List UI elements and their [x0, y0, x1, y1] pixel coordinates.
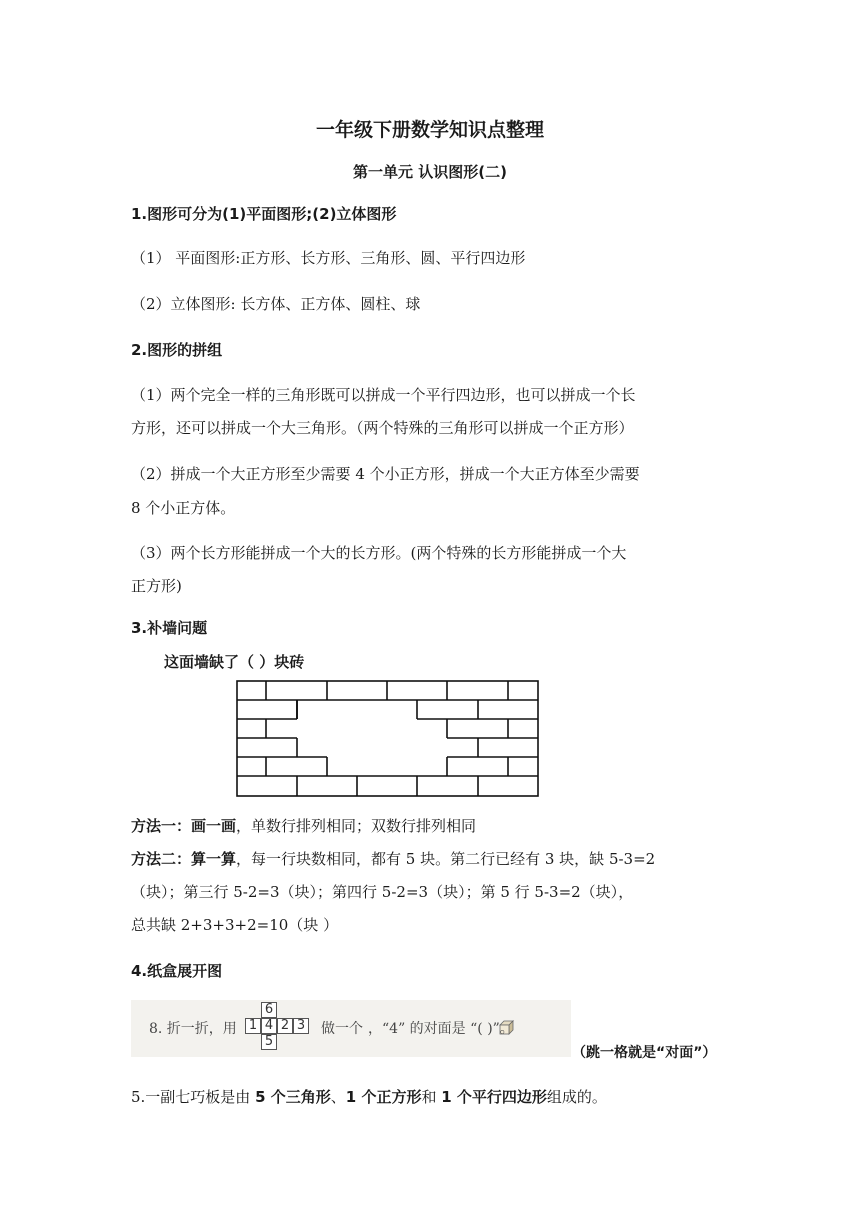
- method-2-line-3: 总共缺 2+3+3+2=10（块 ）: [131, 916, 339, 934]
- page-title: 一年级下册数学知识点整理: [315, 119, 544, 141]
- s5-triangles: 5 个三角形: [255, 1088, 331, 1106]
- s5-parallelogram: 1 个平行四边形: [441, 1088, 547, 1106]
- net-cell-4: 3: [293, 1018, 309, 1034]
- s5-text-b: 、: [330, 1088, 346, 1106]
- s5-text-d: 组成的。: [546, 1088, 607, 1106]
- net-cell-2: 4: [261, 1018, 277, 1034]
- section-2-heading: 2.图形的拼组: [131, 341, 223, 359]
- opposite-face-note: （跳一格就是“对面”）: [572, 1045, 717, 1061]
- method-1: [131, 815, 476, 836]
- method-2-text: ，每一行块数相同，都有 5 块。第二行已经有 3 块，缺 5-3=2: [236, 850, 656, 868]
- box-net-problem-image: [131, 1000, 571, 1057]
- method-1-text: ，单数行排列相同；双数行排列相同: [236, 817, 477, 835]
- brick-wall-diagram: [236, 680, 540, 798]
- section-1-heading: 1.图形可分为(1)平面图形;(2)立体图形: [131, 205, 397, 223]
- problem-prefix: 8. 折一折，用: [149, 1021, 237, 1037]
- section-4-heading: 4.纸盒展开图: [131, 962, 223, 980]
- section-2-p1-line-1: （1）两个完全一样的三角形既可以拼成一个平行四边形，也可以拼成一个长: [131, 386, 636, 404]
- section-3-heading: 3.补墙问题: [131, 619, 208, 637]
- problem-suffix: ，“4” 的对面是 “( )”。: [368, 1021, 514, 1037]
- section-2-p3-line-1: （3）两个长方形能拼成一个大的长方形。(两个特殊的长方形能拼成一个大: [131, 544, 627, 562]
- net-cell-top: 6: [261, 1002, 277, 1018]
- problem-mid: 做一个: [321, 1021, 363, 1037]
- section-1-line-1: （1） 平面图形:正方形、长方形、三角形、圆、平行四边形: [131, 249, 526, 267]
- s5-text-a: 5.一副七巧板是由: [131, 1088, 256, 1106]
- method-1-label: 方法一：画一画: [131, 817, 237, 835]
- method-2-label: 方法二：算一算: [131, 850, 237, 868]
- section-2-p2-line-2: 8 个小正方体。: [131, 499, 236, 517]
- section-1-line-2: （2）立体图形: 长方体、正方体、圆柱、球: [131, 295, 421, 313]
- s5-square: 1 个正方形: [345, 1088, 422, 1106]
- section-2-p1-line-2: 方形，还可以拼成一个大三角形。（两个特殊的三角形可以拼成一个正方形）: [131, 419, 634, 437]
- net-cell-bottom: 5: [261, 1034, 277, 1050]
- section-5-text: [131, 1086, 607, 1107]
- net-cell-1: 1: [245, 1018, 261, 1034]
- net-cell-3: 2: [277, 1018, 293, 1034]
- method-2-line-2: （块）；第三行 5-2=3（块）；第四行 5-2=3（块）；第 5 行 5-3=2（块），: [131, 883, 634, 901]
- method-2: [131, 848, 655, 869]
- s5-text-c: 和: [421, 1088, 442, 1106]
- unit-title: 第一单元 认识图形(二): [353, 163, 507, 181]
- section-2-p2-line-1: （2）拼成一个大正方形至少需要 4 个小正方形，拼成一个大正方体至少需要: [131, 465, 640, 483]
- section-2-p3-line-2: 正方形): [131, 577, 182, 595]
- wall-question: 这面墙缺了（ ）块砖: [164, 653, 305, 671]
